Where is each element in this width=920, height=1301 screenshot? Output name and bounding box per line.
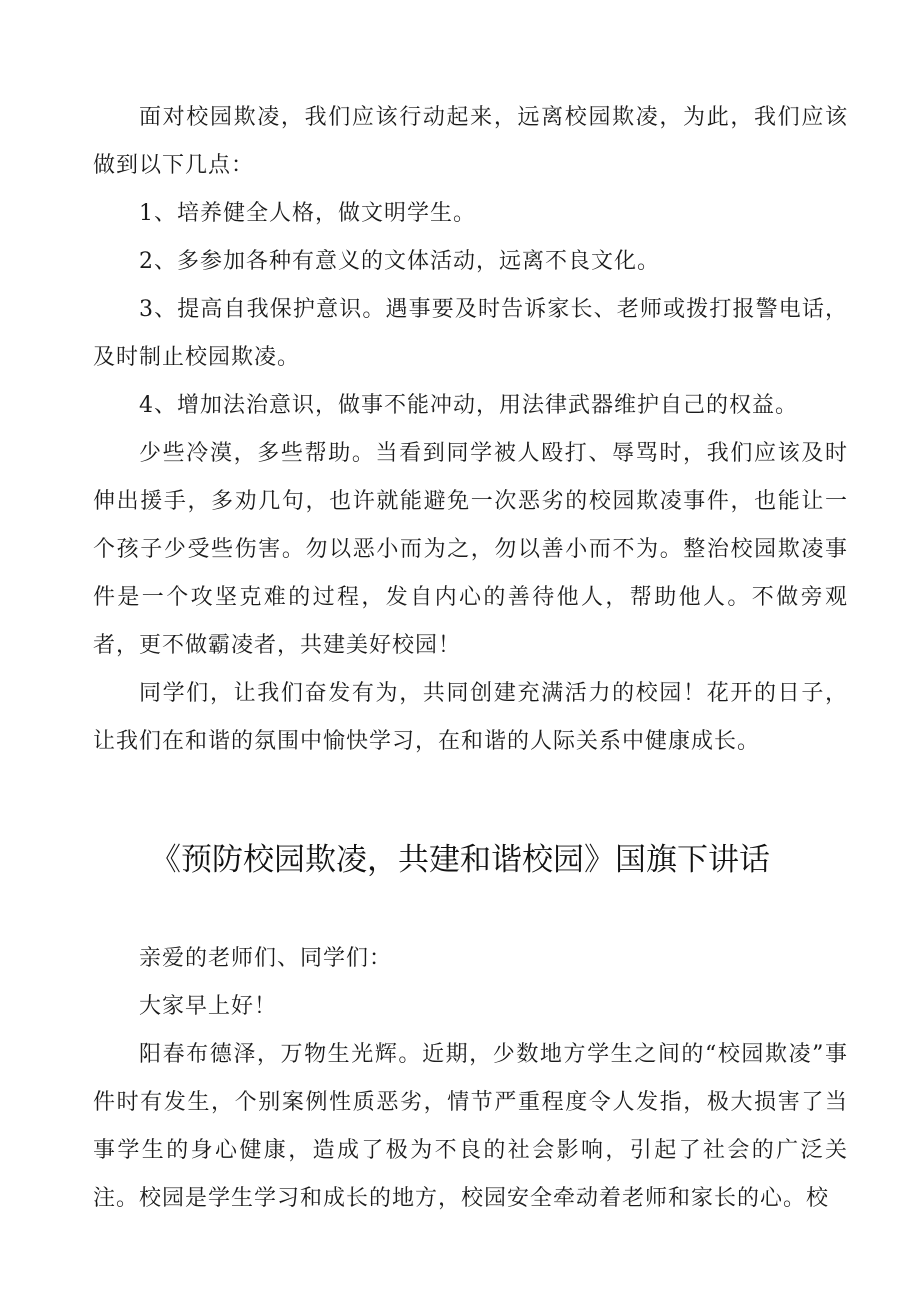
list-item-2: 2、多参加各种有意义的文体活动，远离不良文化。 [139, 249, 660, 274]
greeting-line: 亲爱的老师们、同学们： [139, 946, 393, 971]
speech-body-section [93, 935, 848, 1223]
greeting-morning: 大家早上好！ [139, 994, 278, 1019]
speech-title: 《预防校园欺凌，共建和谐校园》国旗下讲话 [150, 842, 770, 878]
list-item-3: 3、提高自我保护意识。遇事要及时告诉家长、老师或拨打报警电话，及时制止校园欺凌。 [93, 297, 848, 370]
paragraph-intro: 面对校园欺凌，我们应该行动起来，远离校园欺凌，为此，我们应该做到以下几点： [93, 105, 848, 178]
paragraph-opening: 阳春布德泽，万物生光辉。近期，少数地方学生之间的“校园欺凌”事件时有发生，个别案例性质恶劣，情节严重程度令人发指，极大损害了当事学生的身心健康，造成了极为不良的社会影响，引起了社会的广泛关注。校园是学生学习和成长的地方，校园安全牵动着老师和家长的心。校 [93, 1042, 848, 1211]
speech-conclusion-section [93, 94, 848, 766]
list-item-4: 4、增加法治意识，做事不能冲动，用法律武器维护自己的权益。 [139, 393, 798, 418]
list-item-1: 1、培养健全人格，做文明学生。 [139, 201, 476, 226]
paragraph-closing: 同学们，让我们奋发有为，共同创建充满活力的校园！花开的日子，让我们在和谐的氛围中愉快学习，在和谐的人际关系中健康成长。 [93, 681, 848, 754]
paragraph-help: 少些冷漠，多些帮助。当看到同学被人殴打、辱骂时，我们应该及时伸出援手，多劝几句，也许就能避免一次恶劣的校园欺凌事件，也能让一个孩子少受些伤害。勿以恶小而为之，勿以善小而不为。整治校园欺凌事件是一个攻坚克难的过程，发自内心的善待他人，帮助他人。不做旁观者，更不做霸凌者，共建美好校园！ [93, 441, 848, 658]
